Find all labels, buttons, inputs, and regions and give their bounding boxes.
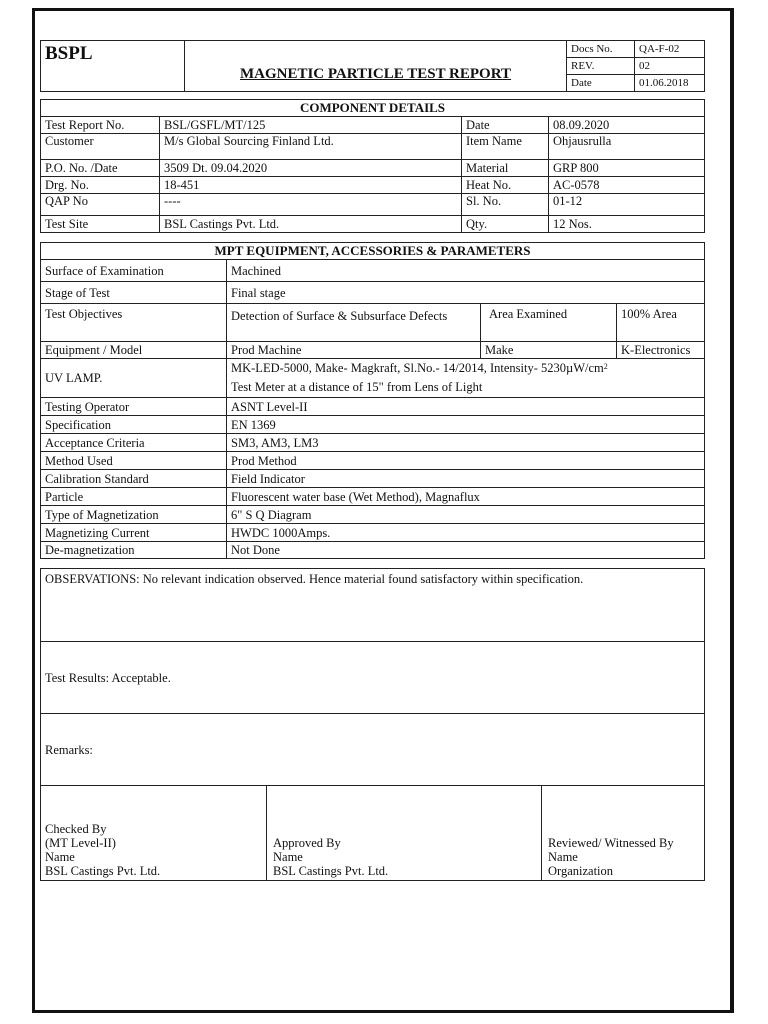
equipment-parameters-table xyxy=(40,242,705,559)
operator-label: Testing Operator xyxy=(41,398,227,416)
surface-label: Surface of Examination xyxy=(41,260,227,282)
test-date-value: 08.09.2020 xyxy=(549,117,705,134)
company-name: BSPL xyxy=(41,41,185,92)
checked-by-level: (MT Level-II) xyxy=(45,836,116,850)
objectives-label: Test Objectives xyxy=(41,304,227,342)
surface-value: Machined xyxy=(227,260,705,282)
checked-by-name: Name xyxy=(45,850,75,864)
approved-by-label: Approved By xyxy=(273,836,341,850)
specification-value: EN 1369 xyxy=(227,416,705,434)
uv-lamp-value xyxy=(227,359,705,398)
specification-label: Specification xyxy=(41,416,227,434)
doc-date-value: 01.06.2018 xyxy=(635,75,705,92)
test-results-text: Test Results: Acceptable. xyxy=(41,642,705,714)
checked-by-org: BSL Castings Pvt. Ltd. xyxy=(45,864,161,878)
magnetization-type-value: 6" S Q Diagram xyxy=(227,506,705,524)
test-date-label: Date xyxy=(462,117,549,134)
calibration-label: Calibration Standard xyxy=(41,470,227,488)
checked-by-block xyxy=(41,786,267,881)
qap-no-label: QAP No xyxy=(41,194,160,216)
results-table xyxy=(40,568,705,881)
method-value: Prod Method xyxy=(227,452,705,470)
checked-by-label: Checked By xyxy=(45,822,107,836)
test-report-no-value: BSL/GSFL/MT/125 xyxy=(160,117,462,134)
demagnetization-label: De-magnetization xyxy=(41,542,227,559)
approved-by-name: Name xyxy=(273,850,303,864)
customer-value: M/s Global Sourcing Finland Ltd. xyxy=(160,134,462,160)
qty-value: 12 Nos. xyxy=(549,216,705,233)
doc-date-label: Date xyxy=(567,75,635,92)
rev-value: 02 xyxy=(635,58,705,75)
equipment-model-label: Equipment / Model xyxy=(41,342,227,359)
demagnetization-value: Not Done xyxy=(227,542,705,559)
report-title: MAGNETIC PARTICLE TEST REPORT xyxy=(185,41,567,92)
make-value: K-Electronics xyxy=(617,342,705,359)
item-name-value: Ohjausrulla xyxy=(549,134,705,160)
equipment-model-value: Prod Machine xyxy=(227,342,481,359)
uv-lamp-superscript: 2 xyxy=(603,362,608,371)
docs-no-label: Docs No. xyxy=(567,41,635,58)
report-header xyxy=(40,40,705,92)
stage-value: Final stage xyxy=(227,282,705,304)
qap-no-value: ---- xyxy=(160,194,462,216)
uv-lamp-label: UV LAMP. xyxy=(41,359,227,398)
calibration-value: Field Indicator xyxy=(227,470,705,488)
method-label: Method Used xyxy=(41,452,227,470)
observations-text: OBSERVATIONS: No relevant indication observed. Hence material found satisfactory within specification. xyxy=(41,569,705,642)
particle-value: Fluorescent water base (Wet Method), Magnaflux xyxy=(227,488,705,506)
component-details-heading: COMPONENT DETAILS xyxy=(41,100,705,117)
equipment-heading: MPT EQUIPMENT, ACCESSORIES & PARAMETERS xyxy=(41,243,705,260)
heat-no-label: Heat No. xyxy=(462,177,549,194)
test-site-value: BSL Castings Pvt. Ltd. xyxy=(160,216,462,233)
uv-lamp-line1: MK-LED-5000, Make- Magkraft, Sl.No.- 14/2014, Intensity- 5230µW/cm xyxy=(231,361,604,375)
component-details-table xyxy=(40,99,705,233)
drg-no-value: 18-451 xyxy=(160,177,462,194)
objectives-value: Detection of Surface & Subsurface Defects xyxy=(227,304,481,342)
area-examined-value: 100% Area xyxy=(617,304,705,342)
magnetizing-current-label: Magnetizing Current xyxy=(41,524,227,542)
particle-label: Particle xyxy=(41,488,227,506)
acceptance-label: Acceptance Criteria xyxy=(41,434,227,452)
sl-no-label: Sl. No. xyxy=(462,194,549,216)
sl-no-value: 01-12 xyxy=(549,194,705,216)
reviewed-by-label: Reviewed/ Witnessed By xyxy=(548,836,674,850)
qty-label: Qty. xyxy=(462,216,549,233)
stage-label: Stage of Test xyxy=(41,282,227,304)
docs-no-value: QA-F-02 xyxy=(635,41,705,58)
heat-no-value: AC-0578 xyxy=(549,177,705,194)
approved-by-org: BSL Castings Pvt. Ltd. xyxy=(273,864,389,878)
rev-label: REV. xyxy=(567,58,635,75)
operator-value: ASNT Level-II xyxy=(227,398,705,416)
test-report-no-label: Test Report No. xyxy=(41,117,160,134)
uv-lamp-line2: Test Meter at a distance of 15" from Lens of Light xyxy=(231,380,483,394)
reviewed-by-name: Name xyxy=(548,850,578,864)
approved-by-block xyxy=(267,786,542,881)
magnetizing-current-value: HWDC 1000Amps. xyxy=(227,524,705,542)
acceptance-value: SM3, AM3, LM3 xyxy=(227,434,705,452)
po-value: 3509 Dt. 09.04.2020 xyxy=(160,160,462,177)
test-site-label: Test Site xyxy=(41,216,160,233)
item-name-label: Item Name xyxy=(462,134,549,160)
magnetization-type-label: Type of Magnetization xyxy=(41,506,227,524)
material-label: Material xyxy=(462,160,549,177)
make-label: Make xyxy=(481,342,617,359)
drg-no-label: Drg. No. xyxy=(41,177,160,194)
area-examined-label: Area Examined xyxy=(481,304,617,342)
reviewed-by-block xyxy=(542,786,705,881)
customer-label: Customer xyxy=(41,134,160,160)
po-label: P.O. No. /Date xyxy=(41,160,160,177)
remarks-text: Remarks: xyxy=(41,714,705,786)
reviewed-by-org: Organization xyxy=(548,864,614,878)
material-value: GRP 800 xyxy=(549,160,705,177)
